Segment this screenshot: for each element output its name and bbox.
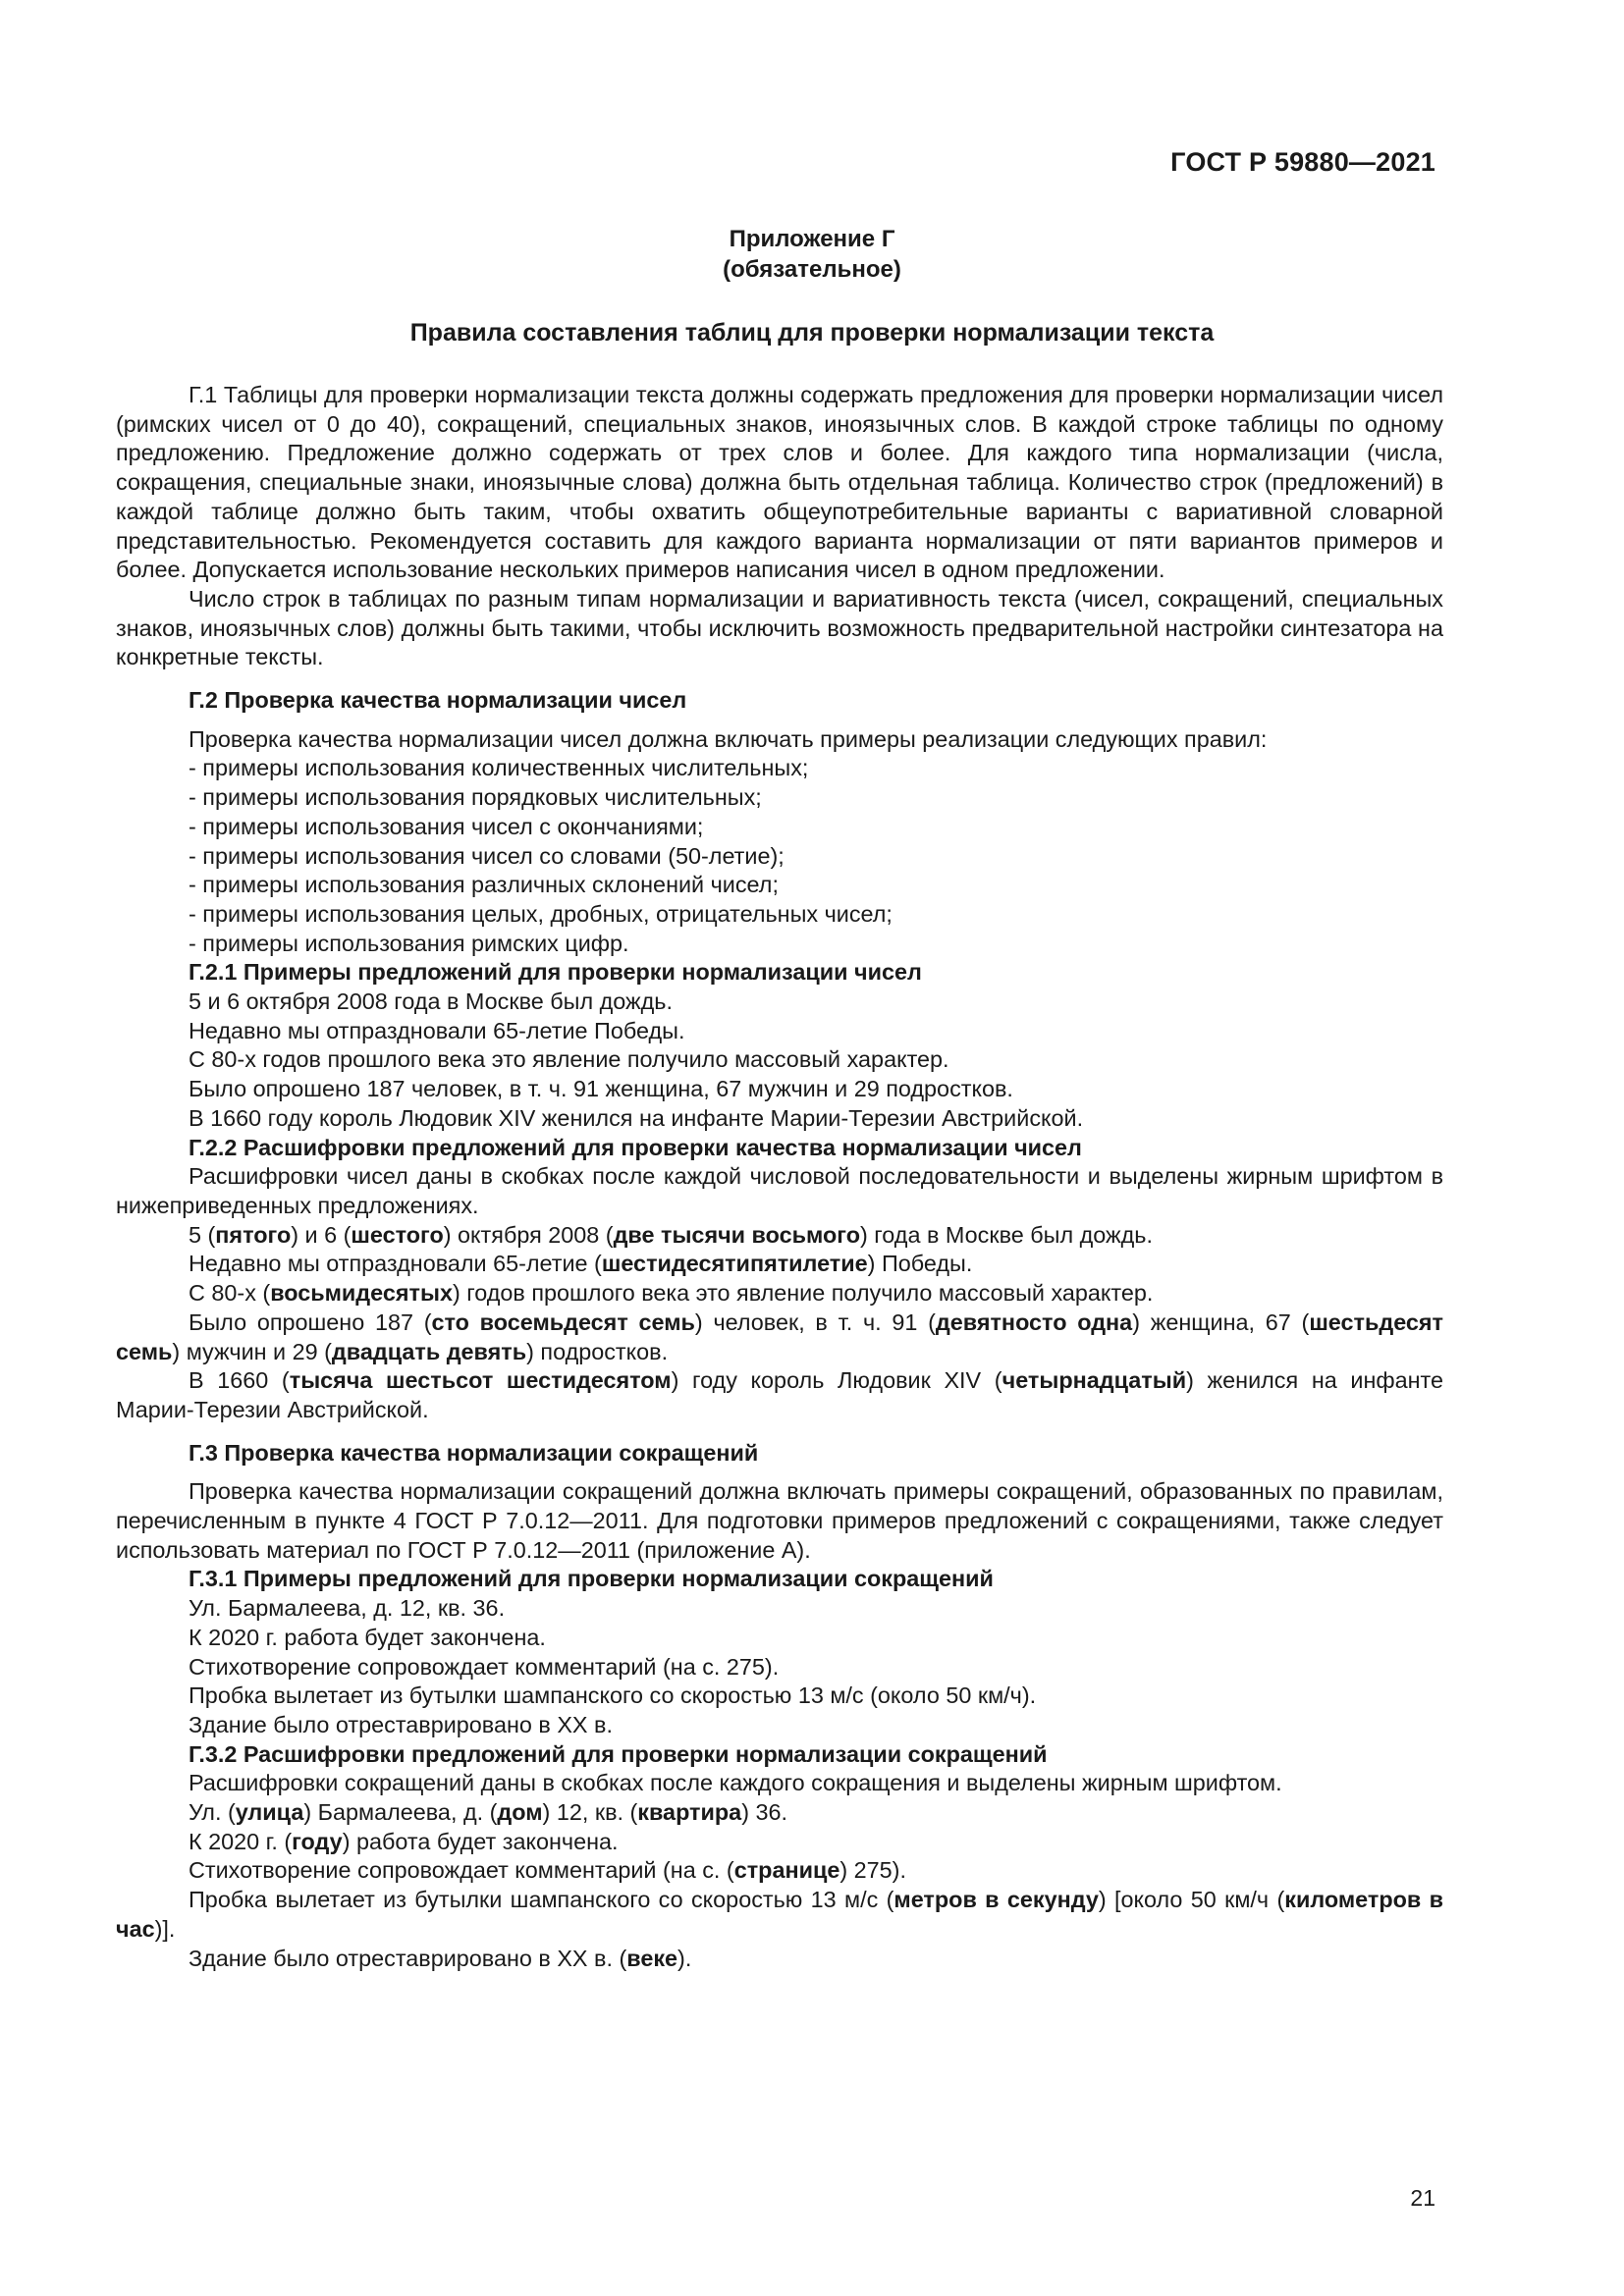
document-body [116,381,1443,1973]
decoded-sentence: С 80-х (восьмидесятых) годов прошлого века это явление получило массовый характер. [189,1280,1154,1307]
main-title: Правила составления таблиц для проверки нормализации текста [409,319,1215,347]
paragraph-g3-intro: Проверка качества нормализации сокращений должна включать примеры сокращений, образованных по правилам, перечисленным в пункте 4 ГОСТ Р 7.0.12—2011. Для подготовки примеров предложений с сокращениями, также следует использовать материал по ГОСТ Р 7.0.12—2011 (приложение А). [116,1478,1443,1563]
example-sentence: Стихотворение сопровождает комментарий (на с. 275). [189,1653,780,1680]
decoded-sentence: В 1660 (тысяча шестьсот шестидесятом) году король Людовик XIV (четырнадцатый) женился на инфанте Марии-Терезии Австрийской. [116,1367,1444,1422]
subsection-heading-g22: Г.2.2 Расшифровки предложений для проверки качества нормализации чисел [189,1134,1082,1160]
section-heading-g3: Г.3 Проверка качества нормализации сокращений [189,1439,759,1466]
annex-title: Приложение Г [729,226,895,252]
section-heading-g2: Г.2 Проверка качества нормализации чисел [189,687,687,714]
example-sentence: В 1660 году король Людовик XIV женился на инфанте Марии-Терезии Австрийской. [189,1104,1084,1131]
annex-title-block [0,224,1624,285]
page-number: 21 [1410,2185,1435,2211]
paragraph-g22-intro: Расшифровки чисел даны в скобках после каждой числовой последовательности и выделены жирным шрифтом в нижеприведенных предложениях. [116,1163,1443,1218]
decoded-sentence: Ул. (улица) Бармалеева, д. (дом) 12, кв. (квартира) 36. [189,1799,787,1826]
example-sentence: С 80-х годов прошлого века это явление получило массовый характер. [189,1046,949,1073]
list-item: - примеры использования чисел со словами (50-летие); [189,842,785,869]
decoded-sentence: Стихотворение сопровождает комментарий (на с. (странице) 275). [189,1857,906,1884]
list-item: - примеры использования количественных числительных; [189,755,809,781]
decoded-sentence: Недавно мы отпраздновали 65-летие (шестидесятипятилетие) Победы. [189,1251,973,1277]
example-sentence: Было опрошено 187 человек, в т. ч. 91 женщина, 67 мужчин и 29 подростков. [189,1076,1013,1102]
decoded-sentence: Пробка вылетает из бутылки шампанского со скоростью 13 м/с (метров в секунду) [около 50 км/ч (километров в час)]. [116,1887,1443,1942]
paragraph-g1-1: Г.1 Таблицы для проверки нормализации текста должны содержать предложения для проверки нормализации чисел (римских чисел от 0 до 40), сокращений, специальных знаков, иноязычных слов. В каждой строке таблицы по одному предложению. Предложение должно содержать от трех слов и более. Для каждого типа нормализации (числа, сокращения, специальные знаки, иноязычные слова) должна быть отдельная таблица. Количество строк (предложений) в каждой таблице должно быть таким, чтобы охватить общеупотребительные варианты с вариативной словарной представительностью. Рекомендуется составить для каждого варианта нормализации от пяти вариантов примеров и более. Допускается использование нескольких примеров написания чисел в одном предложении. [116,382,1443,583]
paragraph-g2-intro: Проверка качества нормализации чисел должна включать примеры реализации следующих правил: [189,725,1268,752]
example-sentence: Пробка вылетает из бутылки шампанского со скоростью 13 м/с (около 50 км/ч). [189,1682,1037,1709]
paragraph-g32-intro: Расшифровки сокращений даны в скобках после каждого сокращения и выделены жирным шрифтом. [189,1770,1282,1796]
example-sentence: Недавно мы отпраздновали 65-летие Победы. [189,1017,685,1043]
list-item: - примеры использования различных склонений чисел; [189,872,779,898]
list-item: - примеры использования чисел с окончаниями; [189,813,704,839]
document-code: ГОСТ Р 59880—2021 [1170,147,1435,177]
list-item: - примеры использования римских цифр. [189,930,629,956]
example-sentence: Ул. Бармалеева, д. 12, кв. 36. [189,1595,506,1622]
example-sentence: Здание было отреставрировано в XX в. [189,1711,613,1737]
list-item: - примеры использования порядковых числительных; [189,784,762,811]
example-sentence: 5 и 6 октября 2008 года в Москве был дождь. [189,988,673,1015]
list-item: - примеры использования целых, дробных, отрицательных чисел; [189,900,893,927]
subsection-heading-g32: Г.3.2 Расшифровки предложений для проверки нормализации сокращений [189,1740,1048,1767]
paragraph-g1-2: Число строк в таблицах по разным типам нормализации и вариативность текста (чисел, сокращений, специальных знаков, иноязычных слов) должны быть такими, чтобы исключить возможность предварительной настройки синтезатора на конкретные тексты. [116,585,1443,670]
annex-status: (обязательное) [723,256,901,283]
decoded-sentence: Было опрошено 187 (сто восемьдесят семь) человек, в т. ч. 91 (девятносто одна) женщина, 67 (шестьдесят семь) мужчин и 29 (двадцать девять) подростков. [116,1308,1444,1364]
decoded-sentence: 5 (пятого) и 6 (шестого) октября 2008 (две тысячи восьмого) года в Москве был дождь. [189,1221,1153,1248]
decoded-sentence: К 2020 г. (году) работа будет закончена. [189,1828,619,1854]
subsection-heading-g31: Г.3.1 Примеры предложений для проверки нормализации сокращений [189,1566,994,1592]
decoded-sentence: Здание было отреставрировано в XX в. (веке). [189,1945,692,1971]
subsection-heading-g21: Г.2.1 Примеры предложений для проверки нормализации чисел [189,959,922,986]
example-sentence: К 2020 г. работа будет закончена. [189,1624,546,1650]
